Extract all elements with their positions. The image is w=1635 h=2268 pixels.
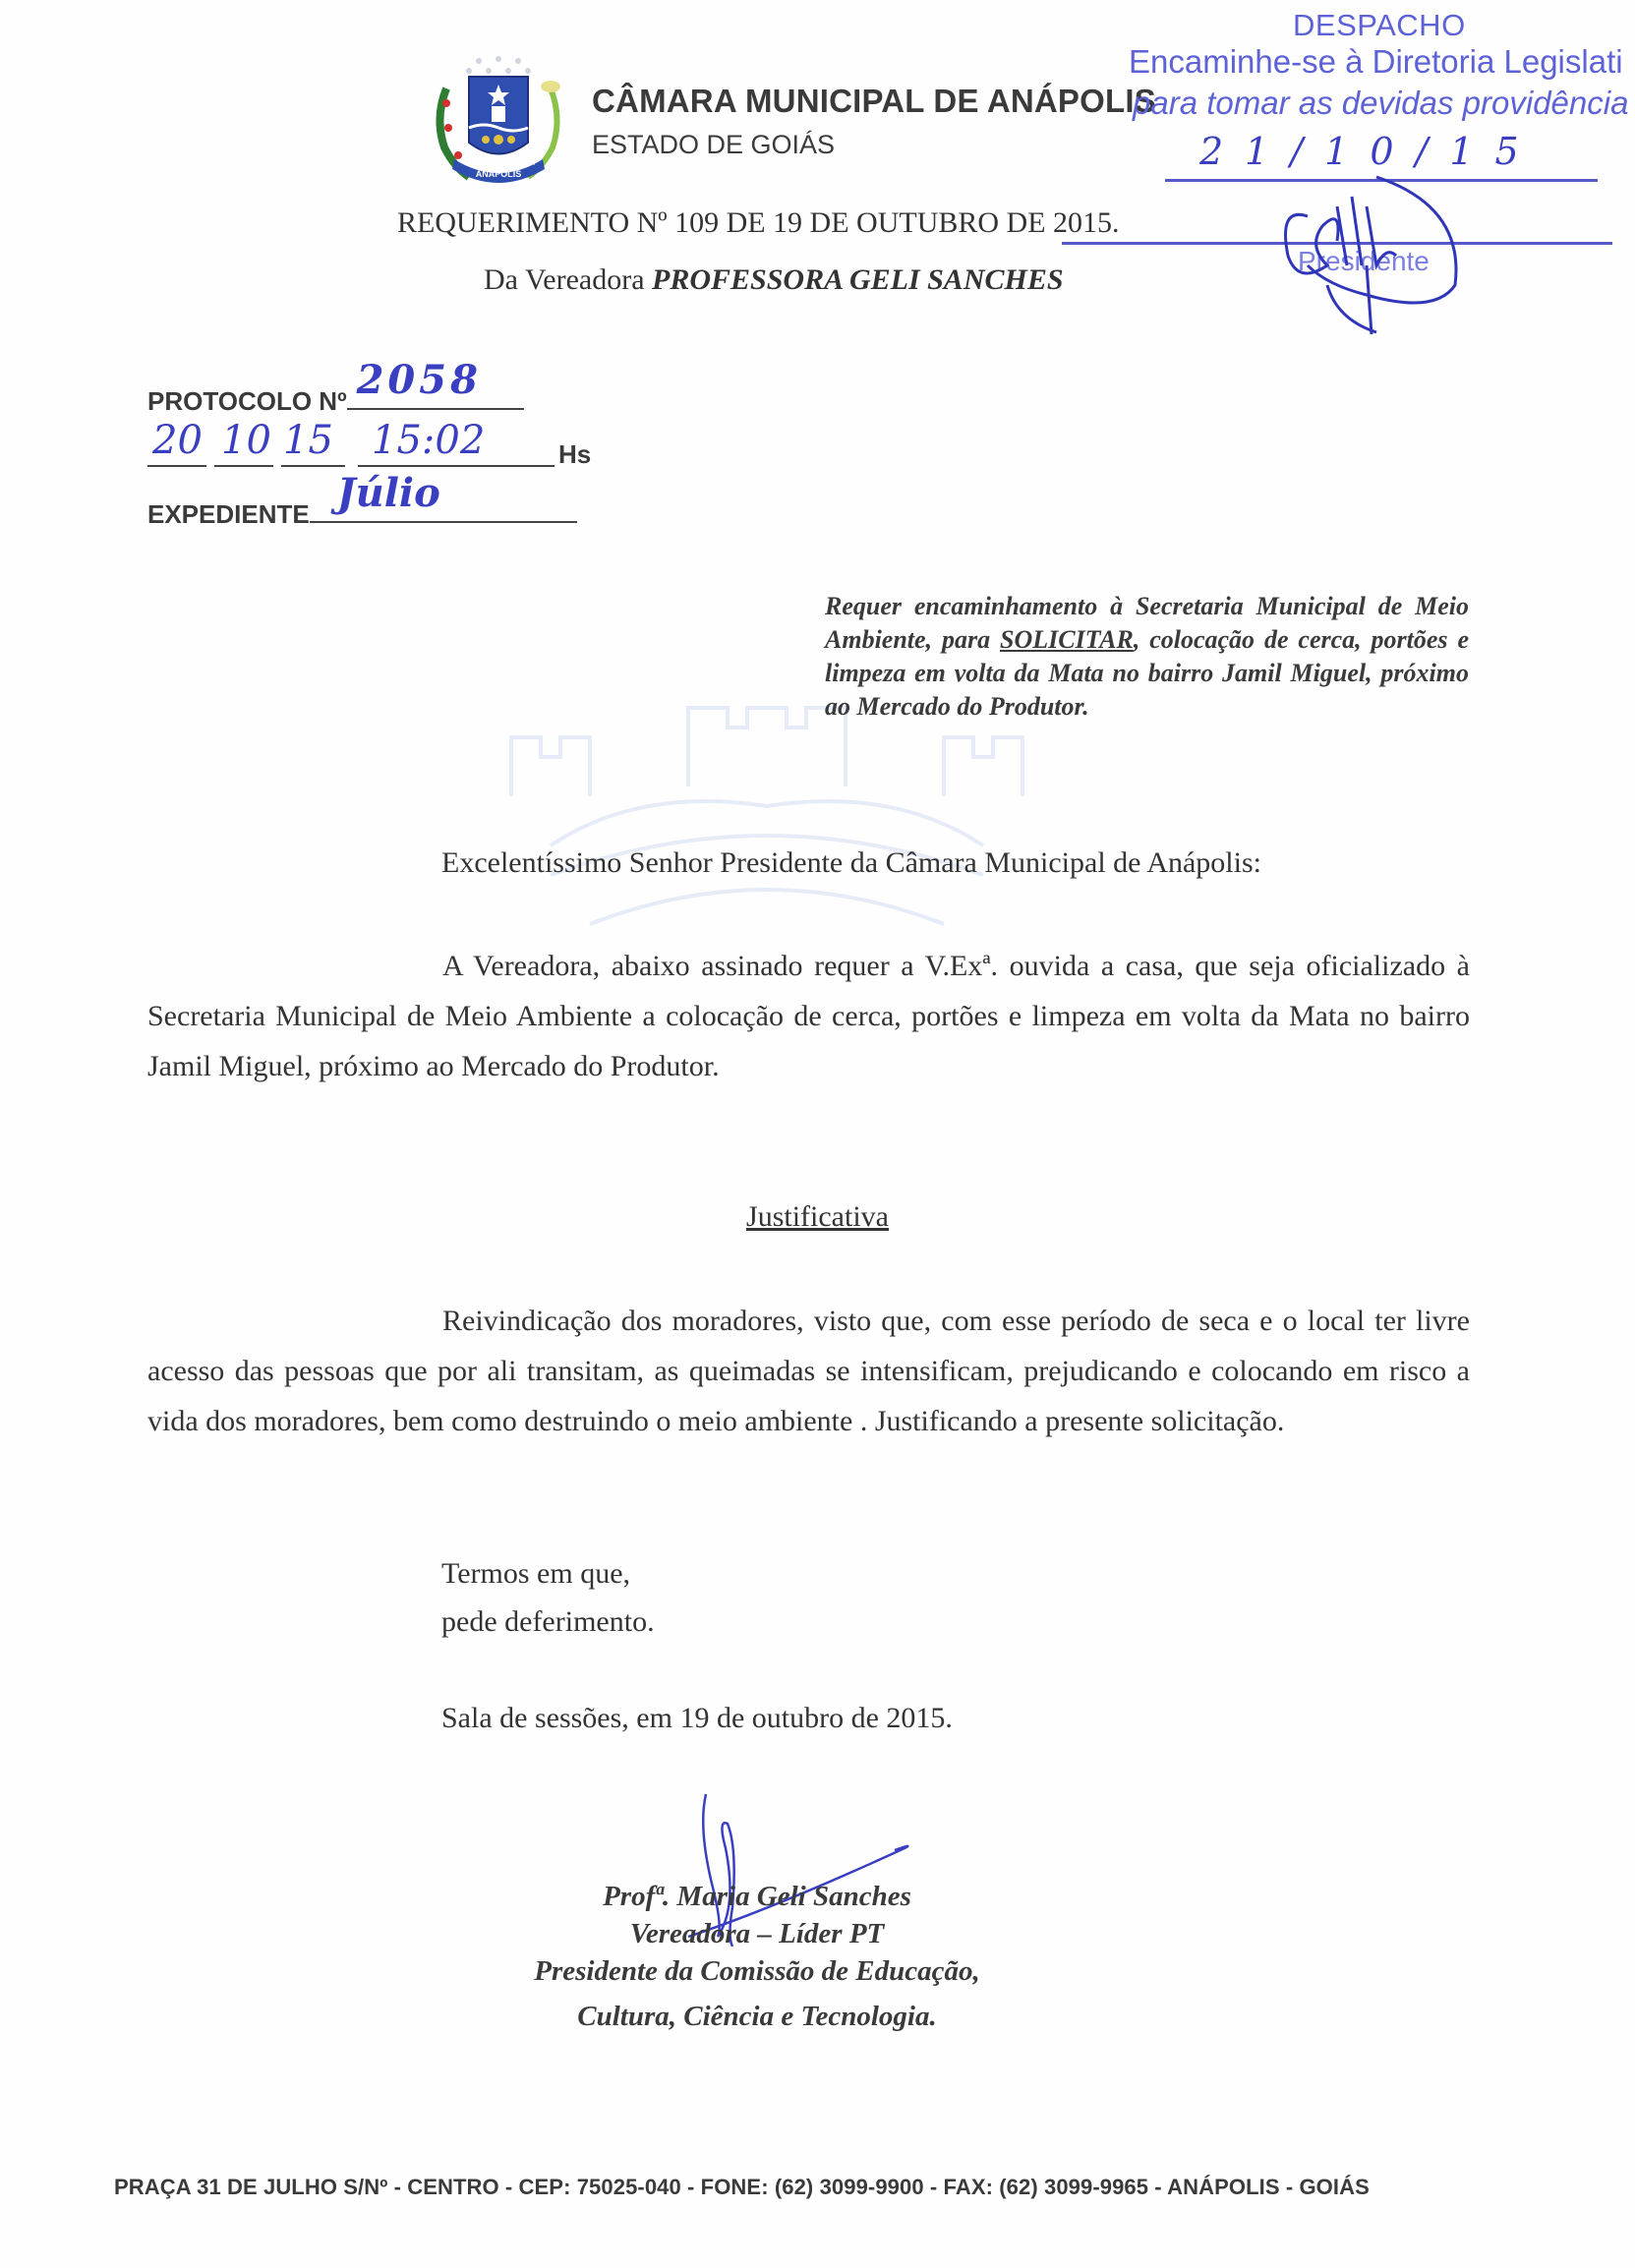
time-underline — [358, 465, 555, 467]
date-day-underline — [147, 465, 206, 467]
protocol-date-day: 20 — [152, 418, 203, 463]
place-date: Sala de sessões, em 19 de outubro de 2015. — [441, 1702, 953, 1734]
justification-title: Justificativa — [746, 1200, 889, 1233]
salutation: Excelentíssimo Senhor Presidente da Câmara Municipal de Anápolis: — [441, 846, 1261, 879]
protocol-label: PROTOCOLO Nº — [147, 386, 347, 416]
protocol-time: 15:02 — [372, 418, 486, 463]
dispatch-stamp — [1121, 0, 1635, 334]
requerimento-author — [484, 263, 1064, 297]
signer-role: Vereadora – Líder PT — [629, 1918, 885, 1949]
president-signature-icon — [1268, 147, 1504, 334]
stamp-role: Presidente — [1298, 246, 1430, 276]
closing-line-2: pede deferimento. — [441, 1605, 655, 1638]
request-paragraph: A Vereadora, abaixo assinado requer a V.Exª. ouvida a casa, que seja oficializado à Secretaria Municipal de Meio Ambiente a colocação de cerca, portões e limpeza em volta da Mata no bairro Jamil Miguel, próximo ao Mercado do Produtor. — [147, 950, 1470, 1082]
closing — [441, 1549, 655, 1646]
expediente-label: EXPEDIENTE — [147, 499, 310, 529]
signer-position-1: Presidente da Comissão de Educação, — [534, 1955, 980, 1987]
date-month-underline — [214, 465, 273, 467]
protocol-number: 2058 — [356, 357, 482, 403]
closing-line-1: Termos em que, — [441, 1557, 631, 1590]
coat-banner-left: 31-7 — [464, 160, 479, 167]
protocol-date-year: 15 — [283, 418, 333, 463]
author-name: PROFESSORA GELI SANCHES — [652, 263, 1064, 296]
time-suffix: Hs — [558, 439, 592, 469]
signer-position-2: Cultura, Ciência e Tecnologia. — [577, 2001, 937, 2032]
date-year-underline — [281, 465, 345, 467]
signature-block — [393, 1878, 1121, 2035]
protocol-number-row — [147, 357, 524, 417]
coat-banner-right: 1907 — [521, 160, 537, 167]
coat-of-arms-icon — [425, 49, 572, 197]
summary-emphasis: SOLICITAR — [999, 625, 1134, 654]
author-prefix: Da Vereadora — [484, 263, 645, 296]
expediente-value: Júlio — [336, 470, 440, 516]
protocol-datetime-row — [147, 418, 600, 477]
protocol-expediente-row — [147, 470, 577, 530]
coat-banner-city: ANÁPOLIS — [475, 169, 522, 179]
summary-text-after: , colocação de cerca, portões e limpeza em volta da Mata no bairro Jamil Miguel, próximo ao Mercado do Produtor. — [825, 625, 1469, 721]
stamp-line-1: Encaminhe-se à Diretoria Legislati — [1129, 43, 1623, 80]
justification-heading — [0, 1192, 1635, 1242]
state-name: ESTADO DE GOIÁS — [592, 130, 836, 159]
summary-text-before: Requer encaminhamento à Secretaria Municipal de Meio Ambiente, para — [825, 592, 1469, 654]
stamp-title: DESPACHO — [1293, 8, 1466, 42]
stamp-handwritten-date: 21/10/15 — [1199, 130, 1541, 173]
stamp-line-2: para tomar as devidas providência — [1133, 85, 1629, 121]
protocol-date-month: 10 — [221, 418, 271, 463]
signer-name: Profª. Maria Geli Sanches — [603, 1881, 911, 1912]
summary-ementa — [825, 590, 1469, 724]
requerimento-title: REQUERIMENTO Nº 109 DE 19 DE OUTUBRO DE 2015. — [397, 206, 1120, 239]
justification-paragraph: Reivindicação dos moradores, visto que, com esse período de seca e o local ter livre acesso das pessoas que por ali transitam, as queimadas se intensificam, prejudicando e colocando em risco a vida dos moradores, bem como destruindo o meio ambiente . Justificando a presente solicitação. — [147, 1305, 1470, 1437]
expediente-field — [310, 470, 577, 523]
footer-address: PRAÇA 31 DE JULHO S/Nº - CENTRO - CEP: 75025-040 - FONE: (62) 3099-9900 - FAX: (62) 3099-9965 - ANÁPOLIS - GOIÁS — [114, 2175, 1370, 2199]
institution-name: CÂMARA MUNICIPAL DE ANÁPOLIS — [592, 83, 1156, 119]
protocol-number-field — [347, 357, 524, 410]
